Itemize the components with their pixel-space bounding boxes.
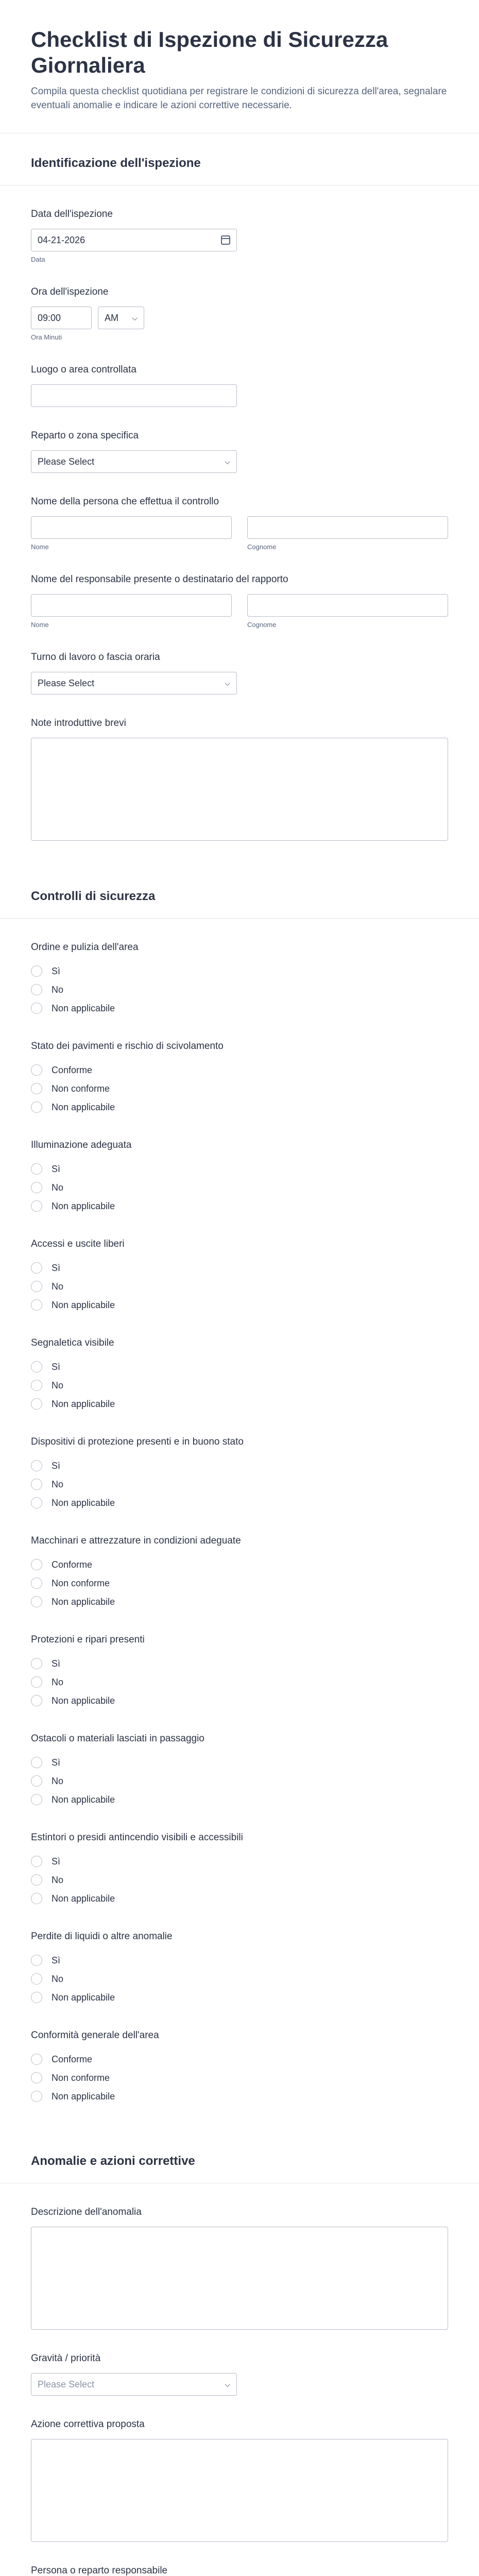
option-label: Sì <box>52 1955 61 1965</box>
notes-question <box>31 694 448 841</box>
radio-button[interactable] <box>31 1398 42 1410</box>
option-label: Non applicabile <box>52 1596 115 1607</box>
location-question <box>31 341 448 407</box>
radio-button[interactable] <box>31 1955 42 1966</box>
radio-button[interactable] <box>31 1101 42 1113</box>
option-label: Non conforme <box>52 1578 110 1588</box>
option-label: No <box>52 1281 64 1292</box>
option-label: Non applicabile <box>52 1200 115 1211</box>
dept-select[interactable] <box>31 450 237 473</box>
radio-button[interactable] <box>31 1856 42 1867</box>
section-title: Anomalie e azioni correttive <box>0 2131 479 2183</box>
radio-option[interactable] <box>31 999 448 1018</box>
action-textarea[interactable] <box>31 2439 448 2542</box>
radio-option[interactable] <box>31 1098 448 1116</box>
date-label: Data dell'ispezione <box>31 209 113 219</box>
dept-label: Reparto o zona specifica <box>31 430 139 441</box>
radio-button[interactable] <box>31 1182 42 1193</box>
radio-option[interactable] <box>31 1753 448 1772</box>
radio-option[interactable] <box>31 1852 448 1871</box>
option-label: No <box>52 1479 64 1489</box>
notes-textarea[interactable] <box>31 738 448 841</box>
option-label: Non applicabile <box>52 1497 115 1508</box>
responsible-last-name-input[interactable] <box>247 594 448 617</box>
severity-question <box>31 2330 448 2396</box>
chevron-down-icon: ⌵ <box>225 679 230 687</box>
severity-placeholder: Please Select <box>38 2379 95 2389</box>
radio-option[interactable] <box>31 2050 448 2069</box>
option-label: Non applicabile <box>52 1398 115 1409</box>
option-label: Sì <box>52 965 61 976</box>
radio-button[interactable] <box>31 1479 42 1490</box>
shift-label: Turno di lavoro o fascia oraria <box>31 652 160 663</box>
action-question <box>31 2396 448 2542</box>
first-name-sublabel: Nome <box>31 621 49 629</box>
option-label: Non applicabile <box>52 1893 115 1904</box>
chevron-down-icon: ⌵ <box>225 457 230 466</box>
radio-button[interactable] <box>31 984 42 995</box>
responsible-question <box>31 551 448 629</box>
option-label: No <box>52 984 64 995</box>
radio-button[interactable] <box>31 1083 42 1094</box>
time-question <box>31 263 448 341</box>
form-header <box>0 0 479 133</box>
radio-option[interactable] <box>31 980 448 999</box>
radio-button[interactable] <box>31 1064 42 1076</box>
option-label: No <box>52 1874 64 1885</box>
radio-button[interactable] <box>31 1200 42 1212</box>
dept-value: Please Select <box>38 456 95 467</box>
section-controlli <box>0 867 479 2106</box>
control-question <box>31 2007 448 2106</box>
option-label: Non applicabile <box>52 1695 115 1706</box>
radio-option[interactable] <box>31 1871 448 1889</box>
radio-option[interactable] <box>31 1555 448 1574</box>
control-label: Segnaletica visibile <box>31 1337 114 1348</box>
calendar-icon[interactable] <box>221 235 230 245</box>
radio-button[interactable] <box>31 1676 42 1688</box>
section-title: Controlli di sicurezza <box>0 867 479 919</box>
control-label: Estintori o presidi antincendio visibili e accessibili <box>31 1832 243 1843</box>
option-label: No <box>52 1182 64 1193</box>
section-identificazione <box>0 133 479 841</box>
radio-option[interactable] <box>31 1654 448 1673</box>
option-label: Sì <box>52 1757 61 1768</box>
radio-option[interactable] <box>31 2069 448 2087</box>
option-label: No <box>52 1380 64 1391</box>
radio-option[interactable] <box>31 1160 448 1178</box>
inspector-first-name-input[interactable] <box>31 516 232 539</box>
radio-button[interactable] <box>31 1658 42 1669</box>
date-value: 04-21-2026 <box>38 234 85 245</box>
anomaly-desc-textarea[interactable] <box>31 2227 448 2330</box>
radio-button[interactable] <box>31 1163 42 1175</box>
radio-option[interactable] <box>31 1592 448 1611</box>
radio-option[interactable] <box>31 1358 448 1376</box>
control-question <box>31 1710 448 1809</box>
anomaly-desc-label: Descrizione dell'anomalia <box>31 2207 142 2217</box>
control-question <box>31 1809 448 1908</box>
action-label: Azione correttiva proposta <box>31 2419 145 2430</box>
option-label: Conforme <box>52 1559 93 1570</box>
option-label: No <box>52 1676 64 1687</box>
radio-option[interactable] <box>31 1079 448 1098</box>
radio-button[interactable] <box>31 2054 42 2065</box>
radio-button[interactable] <box>31 1460 42 1471</box>
radio-option[interactable] <box>31 1475 448 1494</box>
radio-option[interactable] <box>31 1790 448 1809</box>
time-input[interactable] <box>31 307 92 329</box>
control-question <box>31 919 448 1018</box>
date-input[interactable] <box>31 229 237 251</box>
section-anomalie <box>0 2131 479 2576</box>
control-label: Ostacoli o materiali lasciati in passaggio <box>31 1733 204 1744</box>
radio-button[interactable] <box>31 2091 42 2102</box>
control-label: Illuminazione adeguata <box>31 1140 132 1150</box>
radio-option[interactable] <box>31 1691 448 1710</box>
responsible-label: Nome del responsabile presente o destinatario del rapporto <box>31 574 288 585</box>
control-question <box>31 1314 448 1413</box>
ampm-select[interactable] <box>98 307 144 329</box>
option-label: Non applicabile <box>52 1992 115 2003</box>
option-label: Non conforme <box>52 1083 110 1094</box>
last-name-sublabel: Cognome <box>247 621 277 629</box>
option-label: Sì <box>52 1262 61 1273</box>
inspector-last-name-input[interactable] <box>247 516 448 539</box>
severity-select[interactable] <box>31 2373 237 2396</box>
responsible-first-name-input[interactable] <box>31 594 232 617</box>
first-name-sublabel: Nome <box>31 543 49 551</box>
control-label: Ordine e pulizia dell'area <box>31 942 139 953</box>
owner-question <box>31 2542 448 2576</box>
date-question <box>31 185 448 263</box>
inspector-question <box>31 473 448 551</box>
severity-label: Gravità / priorità <box>31 2353 101 2364</box>
radio-option[interactable] <box>31 1197 448 1215</box>
radio-option[interactable] <box>31 1277 448 1296</box>
location-label: Luogo o area controllata <box>31 364 136 375</box>
radio-option[interactable] <box>31 1395 448 1413</box>
last-name-sublabel: Cognome <box>247 543 277 551</box>
option-label: Non applicabile <box>52 2091 115 2102</box>
radio-option[interactable] <box>31 1951 448 1970</box>
option-label: Non applicabile <box>52 1794 115 1805</box>
dept-question <box>31 407 448 473</box>
radio-option[interactable] <box>31 1296 448 1314</box>
option-label: Non conforme <box>52 2072 110 2083</box>
option-label: Non applicabile <box>52 1299 115 1310</box>
radio-button[interactable] <box>31 1380 42 1391</box>
radio-button[interactable] <box>31 1299 42 1311</box>
option-label: Sì <box>52 1361 61 1372</box>
radio-button[interactable] <box>31 1262 42 1274</box>
radio-option[interactable] <box>31 1673 448 1691</box>
control-label: Conformità generale dell'area <box>31 2030 159 2041</box>
radio-option[interactable] <box>31 1456 448 1475</box>
date-sublabel: Data <box>31 256 45 263</box>
option-label: Conforme <box>52 1064 93 1075</box>
control-question <box>31 1512 448 1611</box>
option-label: No <box>52 1775 64 1786</box>
radio-option[interactable] <box>31 962 448 980</box>
option-label: Sì <box>52 1460 61 1471</box>
radio-button[interactable] <box>31 1003 42 1014</box>
controls-list <box>31 919 448 2106</box>
radio-button[interactable] <box>31 1775 42 1787</box>
radio-button[interactable] <box>31 1281 42 1292</box>
control-label: Protezioni e ripari presenti <box>31 1634 145 1645</box>
radio-option[interactable] <box>31 1988 448 2007</box>
inspector-label: Nome della persona che effettua il controllo <box>31 496 219 507</box>
time-label: Ora dell'ispezione <box>31 286 109 297</box>
radio-button[interactable] <box>31 1893 42 1904</box>
radio-button[interactable] <box>31 1973 42 1985</box>
radio-option[interactable] <box>31 1970 448 1988</box>
owner-label: Persona o reparto responsabile <box>31 2565 168 2576</box>
option-label: Conforme <box>52 2054 93 2064</box>
radio-button[interactable] <box>31 1596 42 1607</box>
control-question <box>31 1116 448 1215</box>
radio-option[interactable] <box>31 1494 448 1512</box>
chevron-down-icon: ⌵ <box>132 313 138 322</box>
radio-button[interactable] <box>31 1695 42 1706</box>
shift-value: Please Select <box>38 677 95 688</box>
radio-option[interactable] <box>31 1772 448 1790</box>
radio-button[interactable] <box>31 1361 42 1372</box>
form-description: Compila questa checklist quotidiana per registrare le condizioni di sicurezza dell'area, segnalare eventuali anomalie e indicare le azioni correttive necessarie. <box>31 86 447 111</box>
option-label: Non applicabile <box>52 1101 115 1112</box>
radio-button[interactable] <box>31 1578 42 1589</box>
control-question <box>31 1611 448 1710</box>
radio-option[interactable] <box>31 1178 448 1197</box>
control-label: Dispositivi di protezione presenti e in buono stato <box>31 1436 244 1447</box>
ampm-value: AM <box>105 312 118 323</box>
control-question <box>31 1018 448 1116</box>
radio-button[interactable] <box>31 1559 42 1570</box>
control-question <box>31 1413 448 1512</box>
control-label: Macchinari e attrezzature in condizioni adeguate <box>31 1535 241 1546</box>
radio-button[interactable] <box>31 2072 42 2083</box>
control-label: Accessi e uscite liberi <box>31 1239 125 1249</box>
radio-option[interactable] <box>31 1376 448 1395</box>
control-label: Stato dei pavimenti e rischio di scivolamento <box>31 1041 224 1052</box>
control-label: Perdite di liquidi o altre anomalie <box>31 1931 173 1942</box>
notes-label: Note introduttive brevi <box>31 718 126 728</box>
option-label: Sì <box>52 1658 61 1669</box>
chevron-down-icon: ⌵ <box>225 2380 230 2388</box>
radio-option[interactable] <box>31 1889 448 1908</box>
option-label: Sì <box>52 1163 61 1174</box>
control-question <box>31 1215 448 1314</box>
option-label: Sì <box>52 1856 61 1867</box>
shift-question <box>31 629 448 694</box>
radio-button[interactable] <box>31 965 42 977</box>
anomaly-desc-question <box>31 2183 448 2330</box>
radio-button[interactable] <box>31 1992 42 2003</box>
radio-option[interactable] <box>31 1259 448 1277</box>
location-input[interactable] <box>31 384 237 407</box>
time-value: 09:00 <box>38 312 61 323</box>
radio-button[interactable] <box>31 1874 42 1886</box>
option-label: No <box>52 1973 64 1984</box>
radio-option[interactable] <box>31 2087 448 2106</box>
option-label: Non applicabile <box>52 1003 115 1013</box>
radio-button[interactable] <box>31 1794 42 1805</box>
radio-button[interactable] <box>31 1757 42 1768</box>
radio-option[interactable] <box>31 1061 448 1079</box>
radio-button[interactable] <box>31 1497 42 1509</box>
shift-select[interactable] <box>31 672 237 694</box>
radio-option[interactable] <box>31 1574 448 1592</box>
time-sublabel: Ora Minuti <box>31 333 62 341</box>
form-title: Checklist di Ispezione di Sicurezza Giornaliera <box>31 27 388 77</box>
section-title: Identificazione dell'ispezione <box>0 133 479 185</box>
control-question <box>31 1908 448 2007</box>
